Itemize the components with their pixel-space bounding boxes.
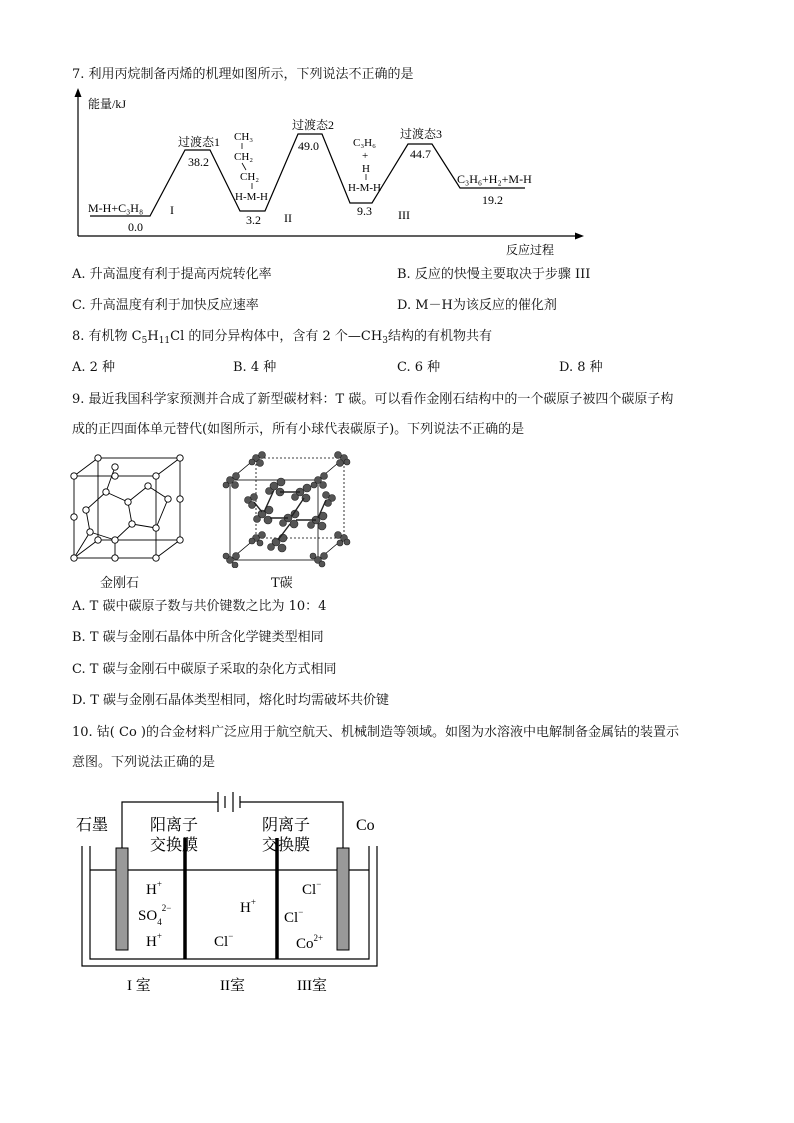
- room2-h: H+: [240, 897, 256, 916]
- anion-membrane-label-1: 阴离子: [262, 817, 311, 834]
- q7-stem: 7. 利用丙烷制备丙烯的机理如图所示，下列说法不正确的是: [72, 67, 414, 82]
- i1-energy-value: 3.2: [246, 213, 261, 227]
- i1-hmh: H-M-H: [235, 191, 268, 203]
- ts2-energy-value: 49.0: [298, 139, 319, 153]
- y-axis-arrow: [75, 88, 82, 97]
- q10-electrolysis-diagram: [72, 784, 392, 1000]
- q7-option-d[interactable]: D. M－H为该反应的催化剂: [397, 298, 557, 313]
- q8-stem: 8. 有机物 $C_5H_{11}Cl$ 的同分异构体中，含有 2 个$—CH_3$结构的有机物共有: [72, 329, 492, 346]
- i1-ch2b: CH₂: [240, 171, 260, 183]
- room3-cl-1: Cl−: [302, 879, 322, 898]
- i1-ch2a: CH₂: [234, 151, 254, 163]
- x-axis-arrow: [575, 233, 584, 240]
- diamond-structure-figure: [66, 452, 190, 564]
- room1-label: I 室: [127, 978, 151, 994]
- q9-option-b[interactable]: B. T 碳与金刚石晶体中所含化学键类型相同: [72, 630, 324, 645]
- graphite-label: 石墨: [76, 817, 109, 834]
- cation-membrane-label-2: 交换膜: [150, 837, 199, 854]
- graphite-electrode: [116, 848, 128, 950]
- ts2-label: 过渡态2: [292, 118, 335, 132]
- t-carbon-label: T碳: [271, 576, 293, 591]
- q8-option-d[interactable]: D. 8 种: [559, 360, 603, 375]
- x-axis-label: 反应过程: [506, 243, 555, 257]
- q8-option-b[interactable]: B. 4 种: [233, 360, 277, 375]
- ts3-label: 过渡态3: [400, 127, 443, 141]
- q10-stem-line2: 意图。下列说法正确的是: [72, 755, 216, 770]
- room1-so4: $SO_4^{2-}$: [138, 903, 172, 927]
- room2-cl: Cl−: [214, 931, 234, 950]
- end-species-label: C₃H₆+H₂+M-H: [457, 172, 532, 186]
- q9-stem-line1: 9. 最近我国科学家预测并合成了新型碳材料：T 碳。可以看作金刚石结构中的一个碳原子被四个碳原子构: [72, 392, 674, 407]
- q7-option-c[interactable]: C. 升高温度有利于加快反应速率: [72, 298, 259, 313]
- diamond-label: 金刚石: [100, 576, 140, 591]
- cobalt-electrode: [337, 848, 349, 950]
- q9-option-c[interactable]: C. T 碳与金刚石中碳原子采取的杂化方式相同: [72, 662, 337, 677]
- start-species-label: M-H+C₃H₈: [88, 201, 144, 215]
- i2-plus: +: [362, 150, 369, 162]
- q7-option-a[interactable]: A. 升高温度有利于提高丙烷转化率: [72, 267, 272, 282]
- i2-h: H: [362, 163, 370, 175]
- room1-h-bottom: H+: [146, 931, 162, 950]
- step1-label: I: [170, 203, 174, 217]
- step3-label: III: [398, 208, 410, 222]
- room3-label: III室: [297, 978, 327, 994]
- ts3-energy-value: 44.7: [410, 147, 431, 161]
- t-carbon-structure-figure: [218, 450, 358, 568]
- cation-membrane-label-1: 阳离子: [150, 817, 199, 834]
- i2-hmh: H-M-H: [348, 182, 381, 194]
- i2-energy-value: 9.3: [357, 204, 372, 218]
- q7-option-b[interactable]: B. 反应的快慢主要取决于步骤 III: [397, 267, 591, 282]
- room3-co: $Co^{2+}$: [296, 933, 324, 952]
- step2-label: II: [284, 211, 292, 225]
- i1-ch3: CH₃: [234, 131, 254, 143]
- i2-c3h6: C₃H₆: [353, 137, 376, 149]
- q9-option-a[interactable]: A. T 碳中碳原子数与共价键数之比为 10：4: [72, 599, 327, 614]
- start-energy-value: 0.0: [128, 220, 143, 234]
- y-axis-label: 能量/kJ: [88, 97, 127, 111]
- q10-stem-line1: 10. 钴( Co )的合金材料广泛应用于航空航天、机械制造等领域。如图为水溶液中电解制备金属钴的装置示: [72, 725, 679, 740]
- q7-energy-diagram: [70, 88, 590, 260]
- q8-option-a[interactable]: A. 2 种: [72, 360, 116, 375]
- end-energy-value: 19.2: [482, 193, 503, 207]
- room2-label: II室: [220, 978, 245, 994]
- q9-stem-line2: 成的正四面体单元替代(如图所示，所有小球代表碳原子)。下列说法不正确的是: [72, 422, 525, 437]
- q8-option-c[interactable]: C. 6 种: [397, 360, 441, 375]
- ts1-energy-value: 38.2: [188, 155, 209, 169]
- cobalt-label: Co: [356, 817, 375, 834]
- anion-membrane-label-2: 交换膜: [262, 837, 311, 854]
- ts1-label: 过渡态1: [178, 135, 221, 149]
- q9-option-d[interactable]: D. T 碳与金刚石晶体类型相同，熔化时均需破坏共价键: [72, 693, 390, 708]
- room3-cl-2: Cl−: [284, 907, 304, 926]
- room1-h-top: H+: [146, 879, 162, 898]
